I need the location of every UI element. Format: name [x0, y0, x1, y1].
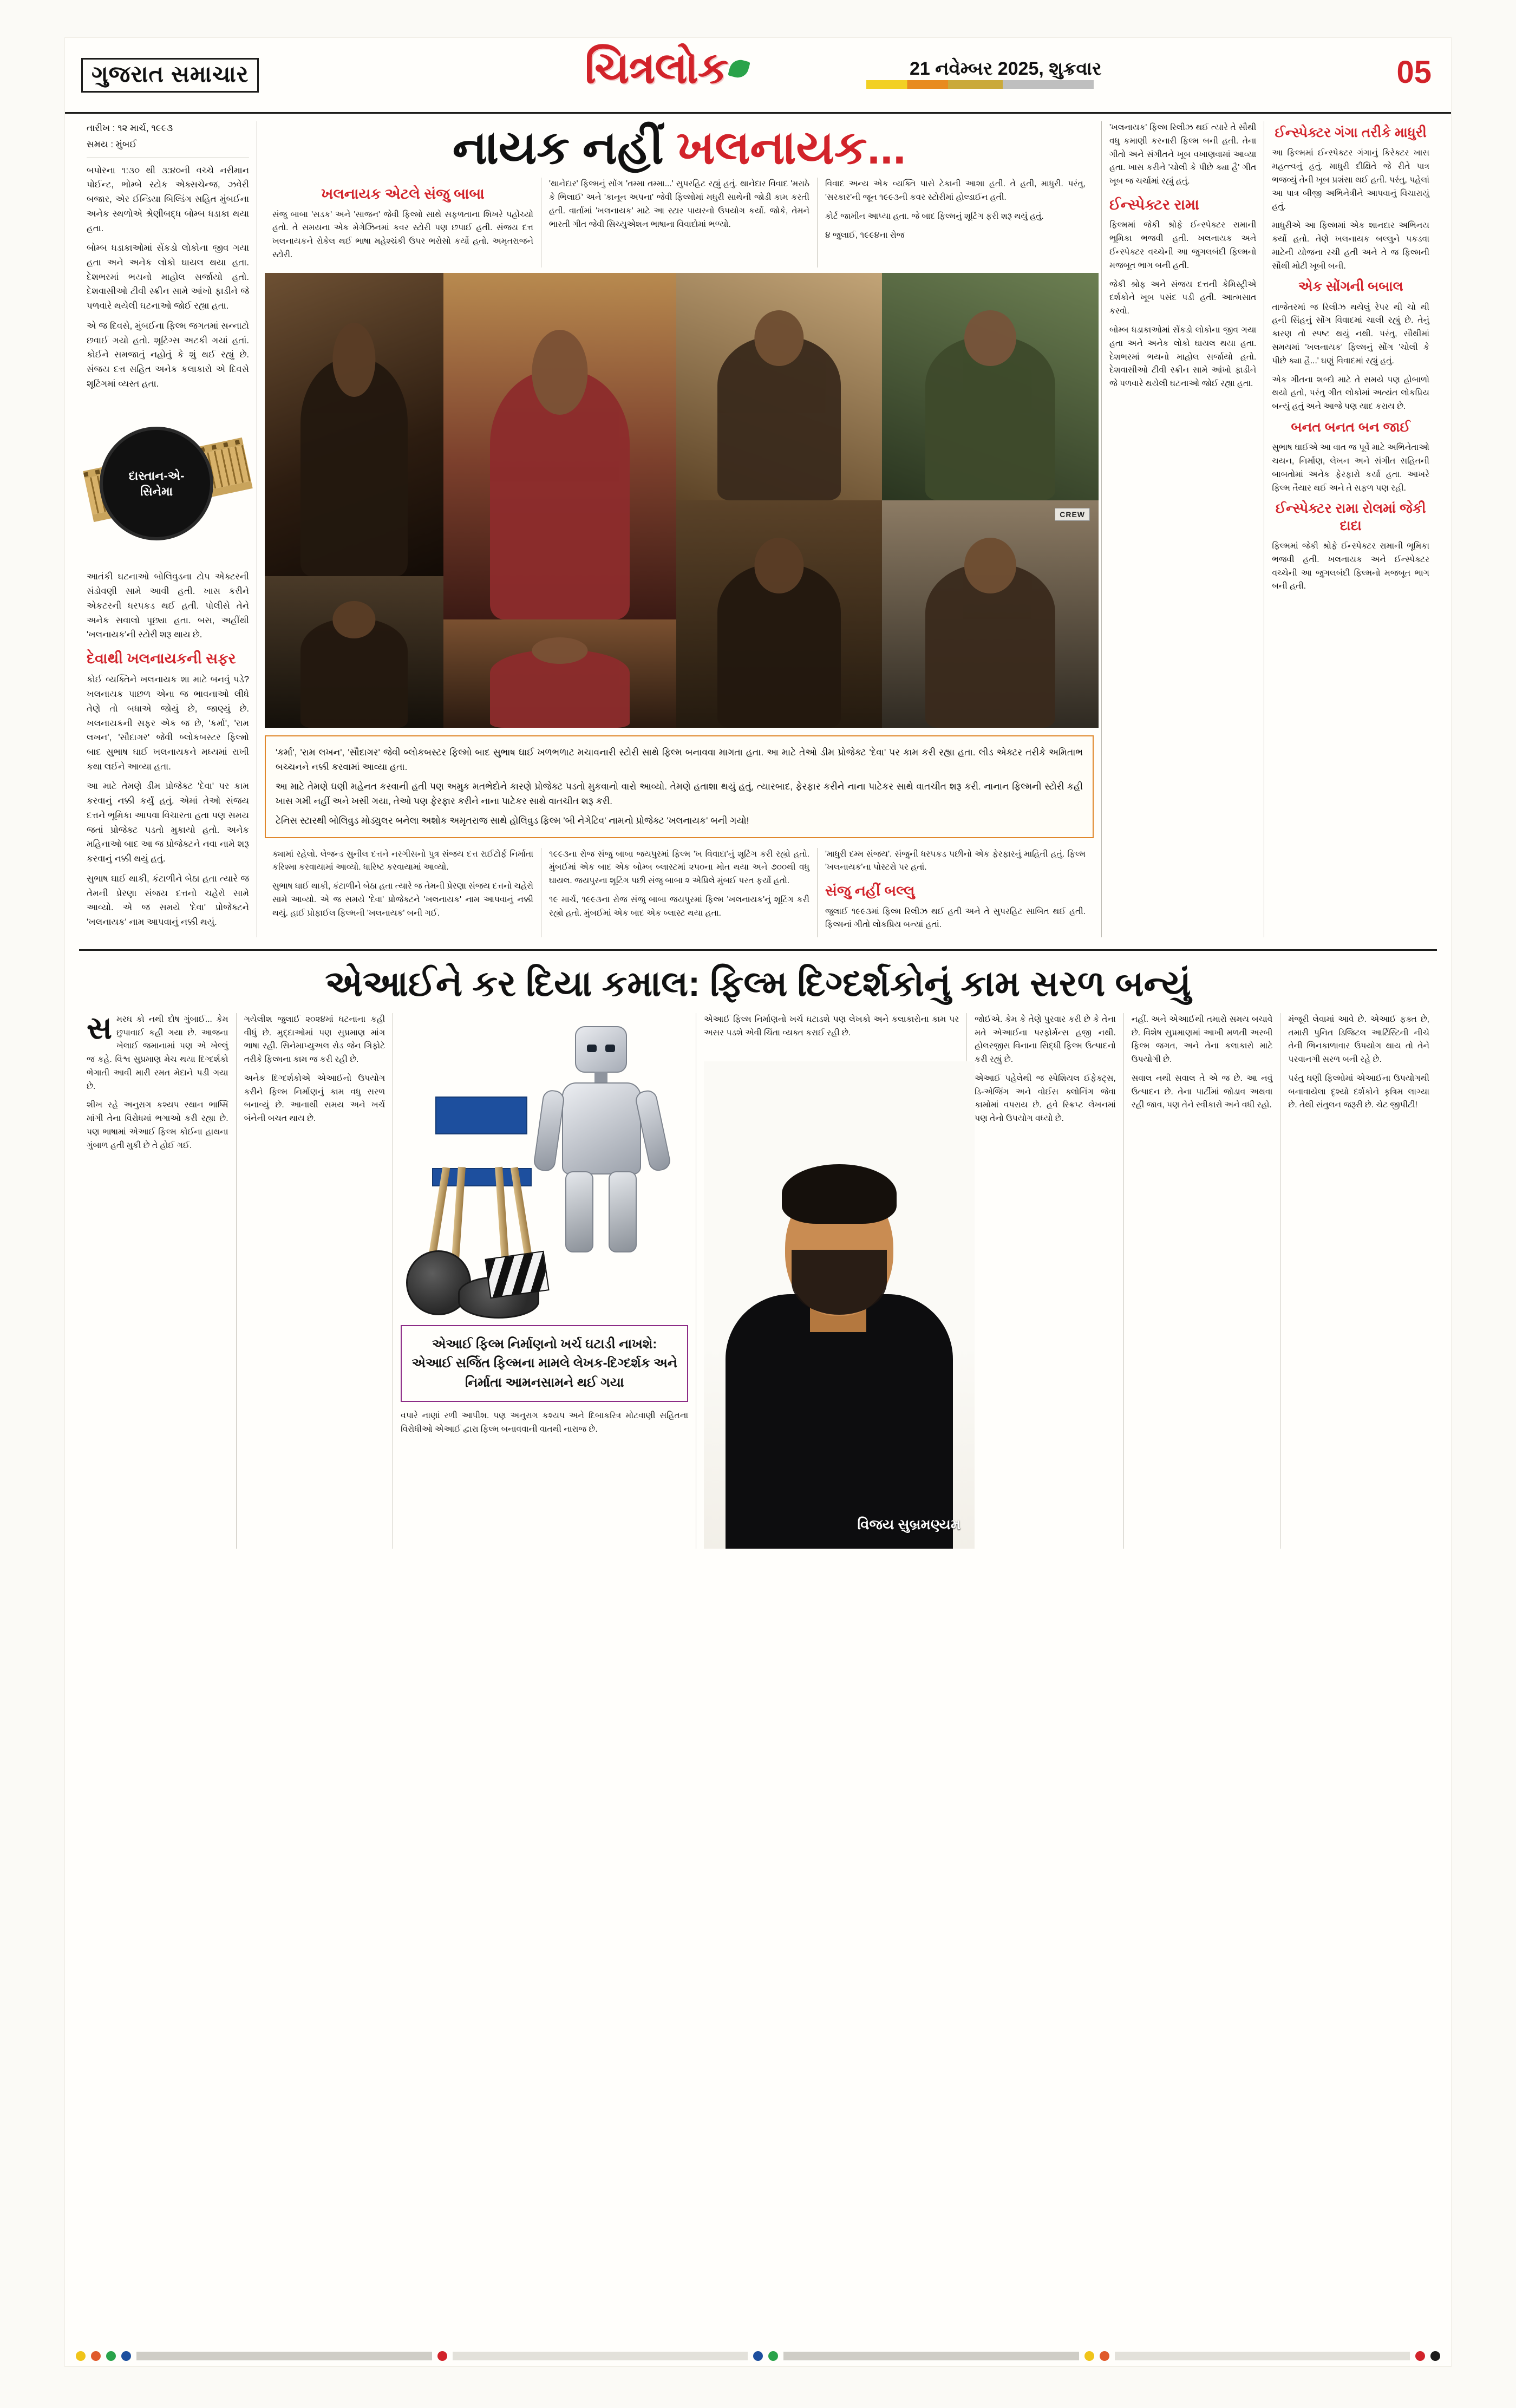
masthead: [65, 38, 1451, 114]
feature1-intro-columns: [265, 178, 1094, 267]
badge-line1: દાસ્તાન-એ-: [128, 468, 185, 482]
feature2-col-2: [236, 1013, 393, 1549]
film-stills-collage: [265, 273, 1099, 728]
still-dance-number: [443, 619, 676, 728]
feature2-grid: [79, 1010, 1437, 1549]
feature2-title: [79, 964, 1437, 1003]
feature2-col-5: [966, 1013, 1123, 1549]
portrait-vijay-subramaniam: [704, 1061, 975, 1549]
paragraph: કોર્ટ જામીન આપ્યા હતા. જે બાદ ફિલ્મનું શૂટિંગ ફરી શરૂ થયું હતું.: [825, 211, 1044, 221]
print-registration-marks: [65, 2349, 1451, 2363]
feature2-col-illustration: [393, 1013, 696, 1549]
ai-robot-illustration: [401, 1015, 704, 1319]
paragraph: કોઈ વ્યક્તિને ખલનાયક શા માટે બનવું પડે? ખલનાયક પાછળ એના જ ભાવનાઓ લીધે તેણે તો બધાએ જોયું છે, જાણ્યું છે. ખલનાયકની સફર એક જ છે, 'કર્મા', 'રામ લખન', 'સૌદાગર' જેવી બ્લોકબસ્ટર ફિલ્મો બાદ સુભાષ ઘાઈ ખલનાયકને મધ્યમાં રાખી કથા લઈને આવ્યા હતા.: [87, 675, 249, 772]
paragraph: વિવાદ અન્ય એક વ્યક્તિ પાસે ટેકાની આશા હતી. તે હતી, માધુરી. પરંતુ, 'સરકાર'ની જૂન ૧૯૯૩ની કવર સ્ટોરીમાં હોલ્ડાઈન હતી.: [825, 179, 1086, 203]
paragraph: સંજુ બાબા 'સડક' અને 'સાજન' જેવી ફિલ્મો સાથે સફળતાના શિખરે પહોંચ્યો હતો. તે સમયના એક મેગેઝિનમાં કવર સ્ટોરી પણ છપાઈ હતી. સંજય દત્ત ખલનાયકને રોકેલ થઈ ભાષા મહેશ્ચ્રંકી ઉપર ભરોસો કર્યો હતો. અમૃતરાજને સ્ટોરી.: [272, 210, 533, 260]
feature-ai-filmmaking: [79, 949, 1437, 1549]
paragraph: સુભાષ ઘાઈ થાકી, કંટાળીને બેઠા હતા ત્યારે જ તેમની પ્રેરણા સંજય દત્તનો ચહેરો સામે આવ્યો. એ જ સમયે 'દેવા' પ્રોજેક્ટને 'ખલનાયક' નામ આપવાનું નક્કી થયું. હાઈ પ્રોફાઈલ ફિલ્મની 'ખલનાયક' બની ગઈ.: [272, 882, 533, 918]
badge-line2: સિનેમા: [140, 485, 173, 499]
subheading-inspector-rama: ઈન્સ્પેક્ટર રામા: [1109, 196, 1199, 213]
feature1-right-rail: [1264, 121, 1437, 937]
paragraph: સુભાષ ઘાઈએ આ વાત જ પૂર્વે માટે અભિનેતાઓ ચયન, નિર્માણ, લેખન અને સંગીત સહિતની બાબતોમાં અનેક ફેરફારો કર્યા હતા. આખરે ફિલ્મ તૈયાર થઈ અને તે સફળ પણ રહી.: [1272, 443, 1429, 493]
film-reel-badge: [100, 427, 213, 540]
paragraph: એ જ દિવસે, મુંબઈના ફિલ્મ જગતમાં સન્નાટો છવાઈ ગયો હતો. શૂટિંગ્સ અટકી ગયાં હતાં. કોઈને સમજાતું નહોતું કે શું થઈ રહ્યું છે. સંજય દત્ત સહિત અનેક કલાકારો એ દિવસે શૂટિંગમાં વ્યસ્ત હતા.: [87, 321, 249, 389]
paragraph: એક ગીતના શબ્દો માટે તે સમયે પણ હોબાળો થયો હતો, પરંતુ ગીત લોકોમાં અત્યંત લોકપ્રિય બન્યું હતું અને આજે પણ યાદ કરાય છે.: [1272, 375, 1429, 412]
feature2-col-6: [1123, 1013, 1280, 1549]
still-jail-scene: [676, 500, 882, 728]
paragraph: એઆઈ પહેલેથી જ સ્પેશિયલ ઈફેક્ટ્સ, ડિ-એજિંગ અને વોઈસ ક્લોનિંગ જેવા કામોમાં વપરાય છે. હવે સ્ક્રિપ્ટ લેખનમાં પણ તેનો ઉપયોગ વધ્યો છે.: [975, 1073, 1116, 1124]
highlight-paragraph: 'કર્મા', 'રામ લખન', 'સૌદાગર' જેવી બ્લોકબસ્ટર ફિલ્મો બાદ સુભાષ ઘાઈ ખળભળાટ મચાવનારી સ્ટોરી સાથે ફિલ્મ બનાવવા માગતા હતા. આ માટે તેઓ ડીમ પ્રોજેક્ટ 'દેવા' પર કામ કરી રહ્યા હતા. લીડ એક્ટર તરીકે અમિતાભ બચ્ચનને નક્કી કરવામાં આવ્યા હતા.: [276, 747, 1083, 773]
lower-col-1: [265, 848, 541, 938]
feature-khalnayak: [79, 121, 1437, 937]
paragraph: ગયેલીશ જુલાઈ ૨૦૨૪માં ઘટનાના કહી વીધું છે. મુદ્દાઓમાં પણ સુપ્રમાણ માંગ ભાષા રહી. સિનેમાપ્યુઅલ રોડ જેન ગિફોટે તરીકે ફિલ્મના કામ જ કરી રહી છે.: [244, 1014, 385, 1065]
rail-title-jackie-shroff: ઈન્સ્પેક્ટર રામા રોલમાં જેકી દાદા: [1275, 501, 1426, 533]
paragraph: 'થાનેદાર' ફિલ્મનું સોંગ 'તમ્મા તમ્મા...' સુપરહિટ રહ્યું હતું. થાનેદાર વિવાદ 'મરાઠે કે ભિલાઈ' અને 'કાનૂન અપના' જેવી ફિલ્મોમાં મધુરી સાથેની જોડી કામ કરતી હતી. વાર્તામાં 'ખલનાયક' માટે આ સ્ટાર પાયરનો ઉપયોગ કર્યો. જોકે, તેમને ભારતી ગીત જેવી સિચ્યુએશન ભાષાના વિવાદોમાં ભળ્યો.: [549, 179, 809, 229]
leaf-icon: [724, 56, 754, 86]
still-madhuri-dixit: [443, 273, 676, 619]
article-date: તારીખ : ૧૨ માર્ચ, ૧૯૯૩: [87, 123, 173, 133]
portrait-body: [726, 1294, 953, 1549]
page-number: 05: [1396, 55, 1432, 90]
publication-logo: ગુજરાત સમાચાર: [81, 58, 259, 93]
highlight-paragraph: આ માટે તેમણે ઘણી મહેનત કરવાની હતી પણ અમુક મતભેદોને કારણે પ્રોજેક્ટ પડતો મુકવાનો વારો આવ્યો. તેમણે હતાશા થયું હતું, ત્યારબાદ, ફેરફાર કરીને નાના પાટેકર સાથે વાતચીત શરૂ કરી. નાનાન ફિલ્મની સ્ટોરી કહી ખાસ ગમી નહીં અને ખસી ગયા, તેઓ પણ ફેરફાર કરીને નાના પાટેકર સાથે વાતચીત શરૂ કરી.: [276, 781, 1083, 807]
intro-col-3: [817, 178, 1093, 267]
paragraph: [87, 1010, 228, 1094]
paragraph-text: મરઘ કો નથી દોષ ગુંબાઈ... કેમ છુપાવાઈ કહી ગયા છે. આજના ખેલાઈ જમાનામાં પણ એ ખેલ્લું જ કહે. વિશ્વ સુપ્રમાણ મેચ થયા દિગ્દર્શકો ભેગાતી આવી મારી રમત મેદાને પડી ગયા છે.: [87, 1014, 228, 1091]
film-reels-icon: [406, 1254, 541, 1319]
dropcap: સ: [87, 1010, 112, 1046]
headline-part1: નાયક નહીં: [452, 122, 664, 174]
paragraph: જોઈએ. કેમ કે તેણે પુરવાર કરી છે કે તેના મતે એઆઈના પરફોર્મન્સ હજી નથી. હોલરજીસ વિનાના સિદ્ધી ફિલ્મ ઉત્પાદનો કરી રહ્યું છે.: [975, 1014, 1116, 1065]
body-area: [65, 114, 1451, 1549]
paragraph: સુભાષ ઘાઈ થાકી, કંટાળીને બેઠા હતા ત્યારે જ તેમની પ્રેરણા સંજય દત્તનો ચહેરો સામે આવ્યો. એ જ સમયે 'દેવા' પ્રોજેક્ટને 'ખલનાયક' નામ આપવાનું નક્કી થયું.: [87, 873, 249, 927]
paragraph: ફિલ્મમાં જેકી શ્રોફે ઈન્સ્પેક્ટર રામાની ભૂમિકા ભજવી હતી. ખલનાયક અને ઈન્સ્પેક્ટર વચ્ચેની આ જુગલબંદી ફિલ્મનો મજબૂત ભાગ બની હતી.: [1109, 220, 1257, 270]
paragraph: આતંકી ઘટનાઓ બોલિવુડના ટોપ એક્ટરની સંડોવણી સામે આવી હતી. ખાસ કરીને એકટરની ધરપકડ થઈ હતી. પોલીસે તેને અનેક સવાલો પૂછ્યા હતા. બસ, અહીંથી 'ખલનાયક'ની સ્ટોરી શરૂ થાય છે.: [87, 572, 249, 640]
paragraph: મંજૂરી લેવામાં આવે છે. એઆઈ ફક્ત છે, તમારી પુનિત ડિજિટલ આર્ટિસ્ટિની નીચે તેની ભિનકાળાવાર ઉપયોગ થાય તો તેને પરવાનગી સરળ બની રહે છે.: [1288, 1014, 1429, 1065]
paragraph: 'માધુરી દમ્મ સંજય'. સંજુની ધરપકડ પછીનો એક ફેરફારનું માહિતી હતું. ફિલ્મ 'ખલનાયક'ના પોસ્ટરો પર હતાં.: [825, 849, 1086, 872]
rail-title-banat-banat: બનત બનત બન જાઈ: [1291, 420, 1410, 435]
still-film-crew: [882, 500, 1099, 728]
intro-col-1: [265, 178, 541, 267]
paragraph: બોમ્બ ધડાકાઓમાં સેંકડો લોકોના જીવ ગયા હતા અને અનેક લોકો ઘાયલ થયા હતા. દેશભરમાં ભયનો માહોલ સર્જાયો હતો. દેશવાસીઓ ટીવી સ્ક્રીન સામે આંખો ફાડીને જે પળવારે થયેલી ઘટનાઓ જોઈ રહ્યા હતા.: [1109, 325, 1257, 389]
clapperboard-icon: [485, 1250, 550, 1298]
feature2-title-text: એઆઈને કર દિયા કમાલ: ફિલ્મ દિગ્દર્શકોનું કામ સરળ બન્યું: [325, 963, 1191, 1004]
paragraph: એઆઈ ફિલ્મ નિર્માણનો ખર્ચ ઘટાડશે પણ લેખકો અને કલાકારોના કામ પર અસર પડશે એવી ચિંતા વ્યક્ત કરાઈ રહી છે.: [704, 1014, 959, 1037]
paragraph: સવાલ નથી સવાલ તે એ જ છે. આ નવું ઉત્પાદન છે. તેના પાર્ટીમાં જોડાવ અથવા રહી જાવ, પણ તેને સ્વીકારો અને વધી રહો.: [1131, 1073, 1273, 1110]
paragraph: બોમ્બ ધડાકાઓમાં સેંકડો લોકોના જીવ ગયા હતા અને અનેક લોકો ઘાયલ થયા હતા. દેશભરમાં ભયનો માહોલ સર્જાયો હતો. દેશવાસીઓ ટીવી સ્ક્રીન સામે આંખો ફાડીને જે પળવારે થયેલી ઘટનાઓ જોઈ રહ્યા હતા.: [87, 243, 249, 311]
paragraph: ફિલ્મમાં જેકી શ્રોફે ઈન્સ્પેક્ટર રામાની ભૂમિકા ભજવી હતી. ખલનાયક અને ઈન્સ્પેક્ટર વચ્ચેની આ જુગલબંદી ફિલ્મનો મજબૂત ભાગ બની હતી.: [1272, 541, 1429, 591]
feature1-col-d: [1101, 121, 1264, 937]
paragraph: શીખ રહે અનુરાગ કશ્યપ સ્થાન ભાષ્મિ માંગી તેના વિરોધમાં ભગાઓ કરી રહ્યા છે. પણ ભાષામાં એઆઈ ફિલ્મ કોઈના હાથના ગુંબાળ હતી મુકી છે તે હોઈ ગઈ.: [87, 1100, 228, 1150]
paragraph: 'ખલનાયક' ફિલ્મ રિલીઝ થઈ ત્યારે તે સૌથી વધુ કમાણી કરનારી ફિલ્મ બની હતી. તેના ગીતો અને સંગીતને ખૂબ વખાણવામાં આવ્યા હતા. ખાસ કરીને 'ચોલી કે પીછે ક્યા હૈ' ગીત ખૂબ જ ચર્ચામાં રહ્યું હતું.: [1109, 123, 1257, 186]
still-police-officer: [882, 273, 1099, 500]
dastan-e-cinema-badge: [87, 402, 249, 564]
still-villain-closeup: [676, 273, 882, 500]
feature2-col-portrait: [696, 1013, 966, 1549]
highlight-paragraph: ટેનિસ સ્ટારથી બોલિવુડ મોડ્યુલર બનેલા અશોક અમૃતરાજ સાથે હોલિવુડ ફિલ્મ 'બી નેગેટિવ' નામનો પ્રોજેક્ટ 'ખલનાયક' બની ગયો!: [276, 815, 749, 826]
subheading-sanju-nahi-ballu: સંજુ નહીં બલ્લુ: [825, 883, 915, 899]
feature1-col-left: [79, 121, 257, 937]
still-sanjay-dutt-portrait: [265, 273, 443, 576]
lower-col-2: [541, 848, 817, 938]
paragraph: જુલાઈ ૧૯૯૩માં ફિલ્મ રિલીઝ થઈ હતી અને તે સુપરહિટ સાબિત થઈ હતી. ફિલ્મનાં ગીતો લોકપ્રિય બન્યાં હતાં.: [825, 906, 1086, 930]
crew-label: CREW: [1055, 508, 1090, 521]
paragraph: ૧૯ માર્ચ, ૧૯૯૩ના રોજ સંજુ બાબા જયપુરમાં ફિલ્મ 'ખલનાયક'નું શૂટિંગ કરી રહ્યો હતો. મુંબઈમાં એક બાદ એક બ્લાસ્ટ થયા હતા.: [549, 895, 809, 918]
subheading-devatha: દેવાથી ખલનાયકની સફર: [87, 650, 236, 667]
feature1-col-main: [257, 121, 1101, 937]
paragraph: તાજેતરમાં જ રિલીઝ થયેલું રેપર થી ચો થી હની સિંહનું સોંગ વિવાદમાં ચાલી રહ્યું છે. તેનું કારણ તો સ્પષ્ટ થયું નથી. પરંતુ, સૌથીમાં સમયમાં 'ખલનાયક' ફિલ્મનું સોંગ 'ચોલી કે પીછે ક્યા હૈ...' ઘણું વિવાદમાં રહ્યું હતું.: [1272, 302, 1429, 366]
page-title: [265, 123, 1094, 172]
paragraph: માધુરીએ આ ફિલ્મમાં એક શાનદાર અભિનય કર્યો હતો. તેણે ખલનાયક બલ્લુને પકડવા માટેની યોજના રચી હતી અને તે જ ફિલ્મની સૌથી મોટી ખૂબી બની.: [1272, 221, 1429, 271]
feature1-lower-columns: [265, 848, 1094, 938]
paragraph: વપારે નાણાં રળી આપીશ. પણ અનુરાગ કશ્યપ અને દિબાકરિત્ર મોટવાણી સહિતના વિરોધીઓ એઆઈ દ્વારા ફિલ્મ બનાવવાની વાતથી નારાજ છે.: [401, 1411, 689, 1434]
paragraph: આ માટે તેમણે ડીમ પ્રોજેક્ટ 'દેવા' પર કામ કરવાનું નક્કી કર્યું હતું. એમાં તેઓ સંજય દત્તને ભૂમિકા આપવા વિચારતા હતા પણ સમય જતાં પ્રોજેક્ટ પડતો મુકાયો હતો. અનેક મહિનાઓ બાદ આ જ પ્રોજેક્ટને નવા નામે શરૂ કરવાનું નક્કી થયું હતું.: [87, 781, 249, 864]
paragraph: જેકી શ્રોફ અને સંજય દત્તની કેમિસ્ટ્રીએ દર્શકોને ખૂબ પસંદ પડી હતી. આત્મસાત કરવો.: [1109, 279, 1257, 316]
issue-date: 21 નવેમ્બર 2025, શુક્રવાર: [910, 58, 1102, 79]
subheading-sanju-baba: ખલનાયક એટલે સંજુ બાબા: [321, 186, 485, 203]
article-place: સમય : મુંબઈ: [87, 139, 137, 150]
paragraph: બપોરના ૧:૩૦ થી ૩:૪૦ની વચ્ચે નરીમાન પોઈન્ટ, ભોમ્બે સ્ટોક એક્સચેન્જ, ઝવેરી બજાર, એર ઈન્ડિયા બિલ્ડિંગ સહિત મુંબઈના અનેક સ્થળોએ શ્રેણીબદ્ધ બોમ્બ ધડાકા થયા હતા.: [87, 165, 249, 233]
paragraph: આ ફિલ્મમાં ઈન્સ્પેક્ટર ગંગાનું કિરેક્ટર ખાસ મહત્ત્વનું હતું. માધુરી દીક્ષિતે જે રીતે પાત્ર ભજવ્યું તેની ખૂબ પ્રશંસા થઈ હતી. પરંતુ, પહેલાં આ પાત્ર બીજી અભિનેત્રીને આપવાનું વિચારાયું હતું.: [1272, 148, 1429, 212]
paragraph: પરંતુ ઘણી ફિલ્મોમાં એઆઈના ઉપયોગથી બનાવાયેલા દૃશ્યો દર્શકોને કૃત્રિમ લાગ્યા છે. તેથી સંતુલન જરૂરી છે. ચેટ જીપીટી!: [1288, 1073, 1429, 1110]
still-sunil-dutt: [265, 576, 443, 728]
paragraph: અનેક દિગ્દર્શકોએ એઆઈનો ઉપયોગ કરીને ફિલ્મ નિર્માણનું કામ વધુ સરળ બનાવ્યું છે. આનાથી સમય અને ખર્ચ બંનેની બચત થાય છે.: [244, 1073, 385, 1124]
supplement-title-wrap: [585, 44, 754, 92]
supplement-title: ચિત્રલોક: [585, 44, 728, 92]
page-sheet: [65, 38, 1451, 2366]
lower-col-3: [817, 848, 1093, 938]
robot-icon: [536, 1026, 666, 1259]
feature2-col-7: [1280, 1013, 1437, 1549]
paragraph: ૧૯૯૩ના રોજ સંજુ બાબા જયપુરમાં ફિલ્મ 'ખ વિવાદા'નું શૂટિંગ કરી રહ્યો હતો. મુંબઈમાં એક બાદ એક બોમ્બ બ્લાસ્ટમાં ૨૫૦ના મોત થયા અને ૭૦૦થી વધુ ઘાયલ. જયપુરના શૂટિંગ પછી સંજુ બાબા ૨ એપ્રિલે મુંબઈ પરત ફર્યો હતો.: [549, 849, 809, 886]
rail-title-inspector-ganga: ઈન્સ્પેક્ટર ગંગા તરીકે માધુરી: [1275, 125, 1427, 140]
highlight-box: [265, 735, 1094, 838]
portrait-caption: વિજય સુબ્રમણ્યમ: [857, 1516, 961, 1533]
headline-part2: ખલનાયક...: [676, 122, 906, 174]
feature2-col-1: [79, 1010, 236, 1549]
paragraph: ૪ જુલાઈ, ૧૯૯૪ના રોજ: [825, 230, 905, 240]
paragraph: ક્યામાં રહેલો. લેજન્ડ સુનીલ દત્તને નરગીસનો પુત્ર સંજય દત્ત રાઈટોર્ફ નિર્માતા કરિશ્મા કરવાયામાં આવ્યો. ધારિષ્ટ કરવાયામાં આવ્યો.: [272, 849, 533, 872]
paragraph: નહીં. અને એઆઈથી તમારો સમય બચાવે છે. વિશેષ સુપ્રમાણમાં આખી મળતી અરબી ફિલ્મ જગત, અને તેના કલાકારો માટે ઉપયોગી છે.: [1131, 1014, 1273, 1065]
decorative-colorbar: [866, 80, 1094, 89]
intro-col-2: [541, 178, 817, 267]
photo-caption: એઆઈ ફિલ્મ નિર્માણનો ખર્ચ ઘટાડી નાખશે: એઆઈ સર્જિત ફિલ્મના મામલે લેખક-દિગ્દર્શક અને નિર્માતા આમનસામને થઈ ગયા: [401, 1325, 688, 1402]
rail-title-song-controversy: એક સોંગની બબાલ: [1298, 279, 1403, 295]
director-chair-icon: [422, 1097, 541, 1259]
